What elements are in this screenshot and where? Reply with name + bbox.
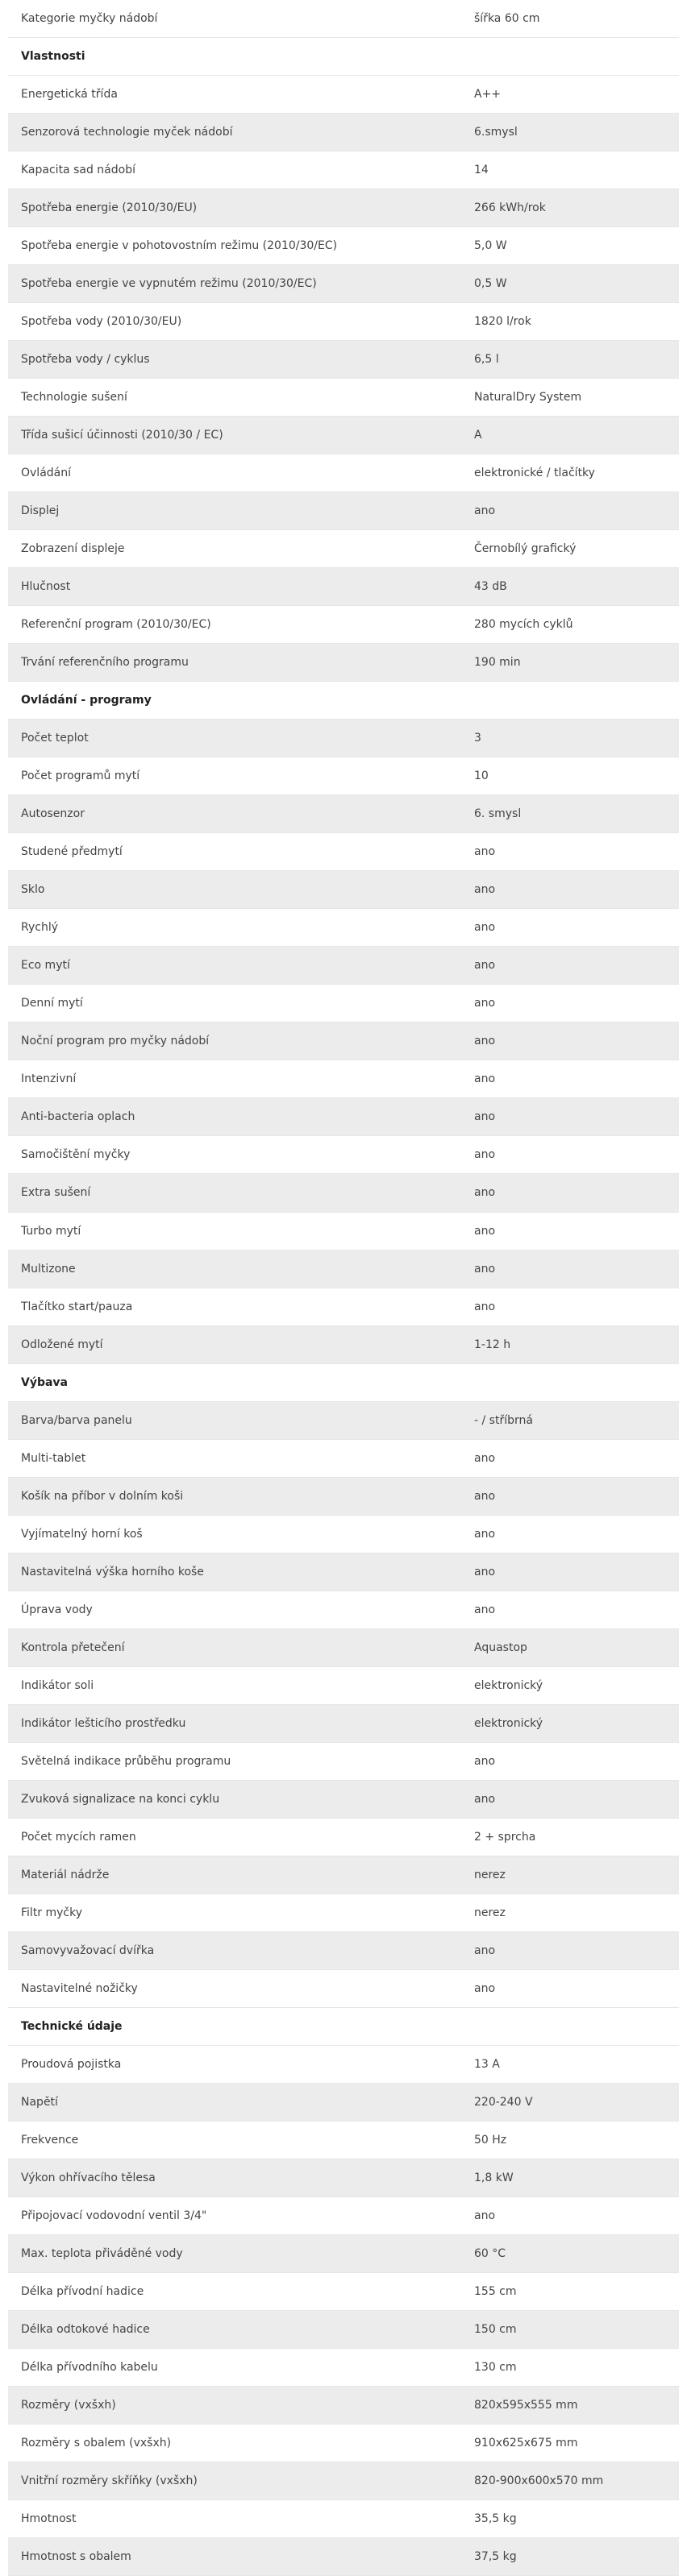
spec-value: ano xyxy=(474,1451,496,1465)
section-title: Technické údaje xyxy=(21,2019,123,2033)
spec-value: ano xyxy=(474,997,496,1010)
spec-label: Délka přívodní hadice xyxy=(21,2284,144,2298)
spec-value: 35,5 kg xyxy=(474,2512,517,2526)
spec-value: 1-12 h xyxy=(474,1338,511,1351)
spec-label: Filtr myčky xyxy=(21,1906,83,1919)
spec-label: Indikátor soli xyxy=(21,1678,94,1692)
spec-value: 0,5 W xyxy=(474,277,507,291)
spec-row xyxy=(8,303,679,341)
spec-label: Denní mytí xyxy=(21,997,83,1010)
spec-value: 150 cm xyxy=(474,2322,517,2336)
spec-row xyxy=(8,1705,679,1743)
spec-value: Aquastop xyxy=(474,1641,527,1654)
spec-value: elektronický xyxy=(474,1678,543,1692)
spec-row xyxy=(8,1478,679,1516)
spec-label: Spotřeba vody / cyklus xyxy=(21,353,150,367)
spec-label: Spotřeba energie (2010/30/EU) xyxy=(21,201,198,215)
spec-value: ano xyxy=(474,1300,496,1313)
spec-label: Hmotnost xyxy=(21,2512,77,2526)
spec-value: A++ xyxy=(474,88,502,102)
spec-value: ano xyxy=(474,1565,496,1578)
spec-label: Barva/barva panelu xyxy=(21,1413,132,1427)
spec-value: ano xyxy=(474,504,496,518)
spec-label: Úprava vody xyxy=(21,1603,93,1616)
spec-value: ano xyxy=(474,1527,496,1541)
spec-row xyxy=(8,492,679,530)
spec-label: Košík na příbor v dolním koši xyxy=(21,1489,184,1503)
spec-value: elektronické / tlačítky xyxy=(474,467,595,480)
spec-value: 5,0 W xyxy=(474,239,507,253)
section-header xyxy=(8,1364,679,1402)
spec-row xyxy=(8,1743,679,1781)
spec-value: ano xyxy=(474,1603,496,1616)
spec-label: Tlačítko start/pauza xyxy=(21,1300,133,1313)
spec-row xyxy=(8,985,679,1023)
spec-row xyxy=(8,2273,679,2311)
spec-value: 14 xyxy=(474,164,489,177)
spec-value: 820x595x555 mm xyxy=(474,2398,578,2412)
spec-value: Černobílý grafický xyxy=(474,542,577,556)
spec-row xyxy=(8,2462,679,2500)
spec-value: A xyxy=(474,429,482,442)
spec-row xyxy=(8,2538,679,2576)
spec-value: 60 °C xyxy=(474,2246,506,2260)
spec-label: Počet programů mytí xyxy=(21,769,140,783)
spec-label: Proudová pojistka xyxy=(21,2057,122,2071)
spec-label: Noční program pro myčky nádobí xyxy=(21,1035,210,1048)
spec-value: 130 cm xyxy=(474,2360,517,2374)
spec-row xyxy=(8,530,679,568)
spec-value: 280 mycích cyklů xyxy=(474,618,573,632)
spec-label: Max. teplota přiváděné vody xyxy=(21,2246,183,2260)
spec-value: ano xyxy=(474,921,496,935)
spec-row xyxy=(8,1591,679,1629)
spec-row xyxy=(8,2159,679,2197)
spec-value: 220-240 V xyxy=(474,2095,533,2109)
spec-row xyxy=(8,1098,679,1136)
spec-label: Spotřeba vody (2010/30/EU) xyxy=(21,315,182,329)
spec-label: Materiál nádrže xyxy=(21,1868,110,1881)
spec-label: Hmotnost s obalem xyxy=(21,2550,131,2564)
spec-value: 10 xyxy=(474,769,489,783)
spec-row xyxy=(8,2122,679,2159)
spec-label: Extra sušení xyxy=(21,1186,91,1200)
spec-label: Displej xyxy=(21,504,60,518)
spec-value: nerez xyxy=(474,1906,506,1919)
spec-label: Intenzivní xyxy=(21,1072,77,1086)
section-header xyxy=(8,38,679,76)
spec-value: 6,5 l xyxy=(474,353,499,367)
spec-value: ano xyxy=(474,883,496,897)
spec-value: 3 xyxy=(474,732,481,745)
spec-row xyxy=(8,2197,679,2235)
spec-row xyxy=(8,720,679,757)
spec-label: Multi-tablet xyxy=(21,1451,86,1465)
spec-label: Připojovací vodovodní ventil 3/4" xyxy=(21,2209,207,2222)
spec-label: Frekvence xyxy=(21,2133,79,2147)
spec-label: Technologie sušení xyxy=(21,391,127,404)
spec-label: Energetická třída xyxy=(21,88,118,102)
spec-row xyxy=(8,568,679,606)
spec-row xyxy=(8,227,679,265)
spec-row xyxy=(8,2349,679,2387)
spec-row xyxy=(8,1174,679,1212)
spec-label: Referenční program (2010/30/EC) xyxy=(21,618,211,632)
spec-table xyxy=(8,0,679,2576)
spec-value: 6.smysl xyxy=(474,126,518,139)
spec-label: Světelná indikace průběhu programu xyxy=(21,1754,231,1768)
spec-row xyxy=(8,2311,679,2349)
spec-value: ano xyxy=(474,1110,496,1124)
spec-label: Indikátor lešticího prostředku xyxy=(21,1716,186,1730)
spec-row xyxy=(8,833,679,871)
spec-row xyxy=(8,795,679,833)
spec-row xyxy=(8,1894,679,1932)
spec-label: Nastavitelná výška horního koše xyxy=(21,1565,204,1578)
spec-value: ano xyxy=(474,1148,496,1162)
spec-value: 1820 l/rok xyxy=(474,315,531,329)
spec-value: ano xyxy=(474,959,496,973)
spec-label: Hlučnost xyxy=(21,580,71,594)
spec-row xyxy=(8,265,679,303)
spec-label: Počet mycích ramen xyxy=(21,1830,136,1844)
spec-label: Samočištění myčky xyxy=(21,1148,131,1162)
spec-value: ano xyxy=(474,1035,496,1048)
spec-row xyxy=(8,757,679,795)
spec-value: ano xyxy=(474,2209,496,2222)
spec-value: 13 A xyxy=(474,2057,500,2071)
section-title: Vlastnosti xyxy=(21,50,85,64)
spec-row xyxy=(8,1440,679,1478)
spec-value: ano xyxy=(474,1224,496,1238)
spec-row xyxy=(8,1667,679,1705)
spec-value: ano xyxy=(474,1754,496,1768)
spec-row xyxy=(8,1932,679,1970)
spec-value: ano xyxy=(474,1792,496,1806)
spec-label: Rozměry s obalem (vxšxh) xyxy=(21,2437,172,2449)
spec-row xyxy=(8,1023,679,1060)
spec-row xyxy=(8,2084,679,2122)
spec-row xyxy=(8,114,679,151)
spec-row xyxy=(8,1326,679,1364)
spec-row xyxy=(8,1402,679,1440)
spec-value: 43 dB xyxy=(474,580,507,594)
spec-value: ano xyxy=(474,1943,496,1957)
spec-label: Rozměry (vxšxh) xyxy=(21,2398,116,2412)
spec-label: Anti-bacteria oplach xyxy=(21,1110,135,1124)
spec-label: Kontrola přetečení xyxy=(21,1641,125,1654)
spec-value: 2 + sprcha xyxy=(474,1830,536,1844)
spec-label: Studené předmytí xyxy=(21,845,123,859)
spec-value: 910x625x675 mm xyxy=(474,2437,578,2449)
spec-value: 6. smysl xyxy=(474,807,522,821)
spec-row xyxy=(8,379,679,417)
spec-label: Eco mytí xyxy=(21,959,70,973)
spec-row xyxy=(8,909,679,947)
spec-label: Zobrazení displeje xyxy=(21,542,125,556)
spec-label: Vyjímatelný horní koš xyxy=(21,1527,143,1541)
spec-row xyxy=(8,189,679,227)
spec-value: NaturalDry System xyxy=(474,391,582,404)
spec-row xyxy=(8,871,679,909)
spec-label: Počet teplot xyxy=(21,732,89,745)
spec-row xyxy=(8,644,679,682)
spec-row xyxy=(8,1553,679,1591)
spec-row xyxy=(8,1856,679,1894)
spec-row xyxy=(8,1060,679,1098)
spec-row xyxy=(8,2387,679,2425)
section-title: Ovládání - programy xyxy=(21,694,152,707)
spec-label: Ovládání xyxy=(21,467,72,480)
spec-label: Sklo xyxy=(21,883,45,897)
spec-value: šířka 60 cm xyxy=(474,12,540,25)
spec-label: Kapacita sad nádobí xyxy=(21,164,135,177)
spec-row xyxy=(8,151,679,189)
spec-value: 37,5 kg xyxy=(474,2550,517,2564)
spec-row xyxy=(8,1251,679,1288)
spec-row xyxy=(8,1288,679,1326)
spec-label: Nastavitelné nožičky xyxy=(21,1981,138,1995)
spec-label: Trvání referenčního programu xyxy=(21,656,189,670)
spec-label: Napětí xyxy=(21,2095,58,2109)
spec-value: ano xyxy=(474,845,496,859)
spec-row xyxy=(8,1781,679,1819)
spec-row xyxy=(8,606,679,644)
spec-row xyxy=(8,2235,679,2273)
spec-row xyxy=(8,1819,679,1856)
spec-label: Senzorová technologie myček nádobí xyxy=(21,126,233,139)
spec-value: ano xyxy=(474,1981,496,1995)
spec-value: ano xyxy=(474,1262,496,1276)
section-header xyxy=(8,682,679,720)
spec-label: Vnitřní rozměry skříňky (vxšxh) xyxy=(21,2474,198,2488)
spec-value: ano xyxy=(474,1072,496,1086)
spec-row xyxy=(8,2046,679,2084)
spec-value: 50 Hz xyxy=(474,2133,507,2147)
spec-label: Kategorie myčky nádobí xyxy=(21,12,158,25)
spec-label: Rychlý xyxy=(21,921,58,935)
spec-label: Zvuková signalizace na konci cyklu xyxy=(21,1792,220,1806)
spec-value: ano xyxy=(474,1186,496,1200)
section-header xyxy=(8,2008,679,2046)
spec-label: Turbo mytí xyxy=(21,1224,81,1238)
spec-value: nerez xyxy=(474,1868,506,1881)
spec-label: Výkon ohřívacího tělesa xyxy=(21,2171,156,2184)
spec-value: ano xyxy=(474,1489,496,1503)
spec-value: 1,8 kW xyxy=(474,2171,514,2184)
spec-row xyxy=(8,1970,679,2008)
spec-row xyxy=(8,1213,679,1251)
spec-label: Odložené mytí xyxy=(21,1338,103,1351)
spec-label: Třída sušicí účinnosti (2010/30 / EC) xyxy=(21,429,223,442)
spec-row xyxy=(8,341,679,379)
spec-value: elektronický xyxy=(474,1716,543,1730)
spec-value: 266 kWh/rok xyxy=(474,201,546,215)
spec-label: Samovyvažovací dvířka xyxy=(21,1943,155,1957)
spec-row xyxy=(8,1136,679,1174)
spec-row xyxy=(8,1516,679,1553)
section-title: Výbava xyxy=(21,1375,69,1389)
spec-label: Multizone xyxy=(21,1262,76,1276)
spec-row xyxy=(8,0,679,38)
spec-value: 155 cm xyxy=(474,2284,517,2298)
spec-value: - / stříbrná xyxy=(474,1413,533,1427)
spec-label: Spotřeba energie v pohotovostním režimu (2010/30/EC) xyxy=(21,239,338,253)
spec-row xyxy=(8,454,679,492)
spec-row xyxy=(8,947,679,985)
spec-label: Délka přívodního kabelu xyxy=(21,2360,158,2374)
spec-label: Spotřeba energie ve vypnutém režimu (2010/30/EC) xyxy=(21,277,317,291)
spec-label: Délka odtokové hadice xyxy=(21,2322,150,2336)
spec-row xyxy=(8,76,679,114)
spec-row xyxy=(8,2500,679,2538)
spec-value: 820-900x600x570 mm xyxy=(474,2474,604,2488)
spec-row xyxy=(8,417,679,454)
spec-label: Autosenzor xyxy=(21,807,85,821)
spec-row xyxy=(8,2425,679,2462)
spec-row xyxy=(8,1629,679,1667)
spec-value: 190 min xyxy=(474,656,521,670)
